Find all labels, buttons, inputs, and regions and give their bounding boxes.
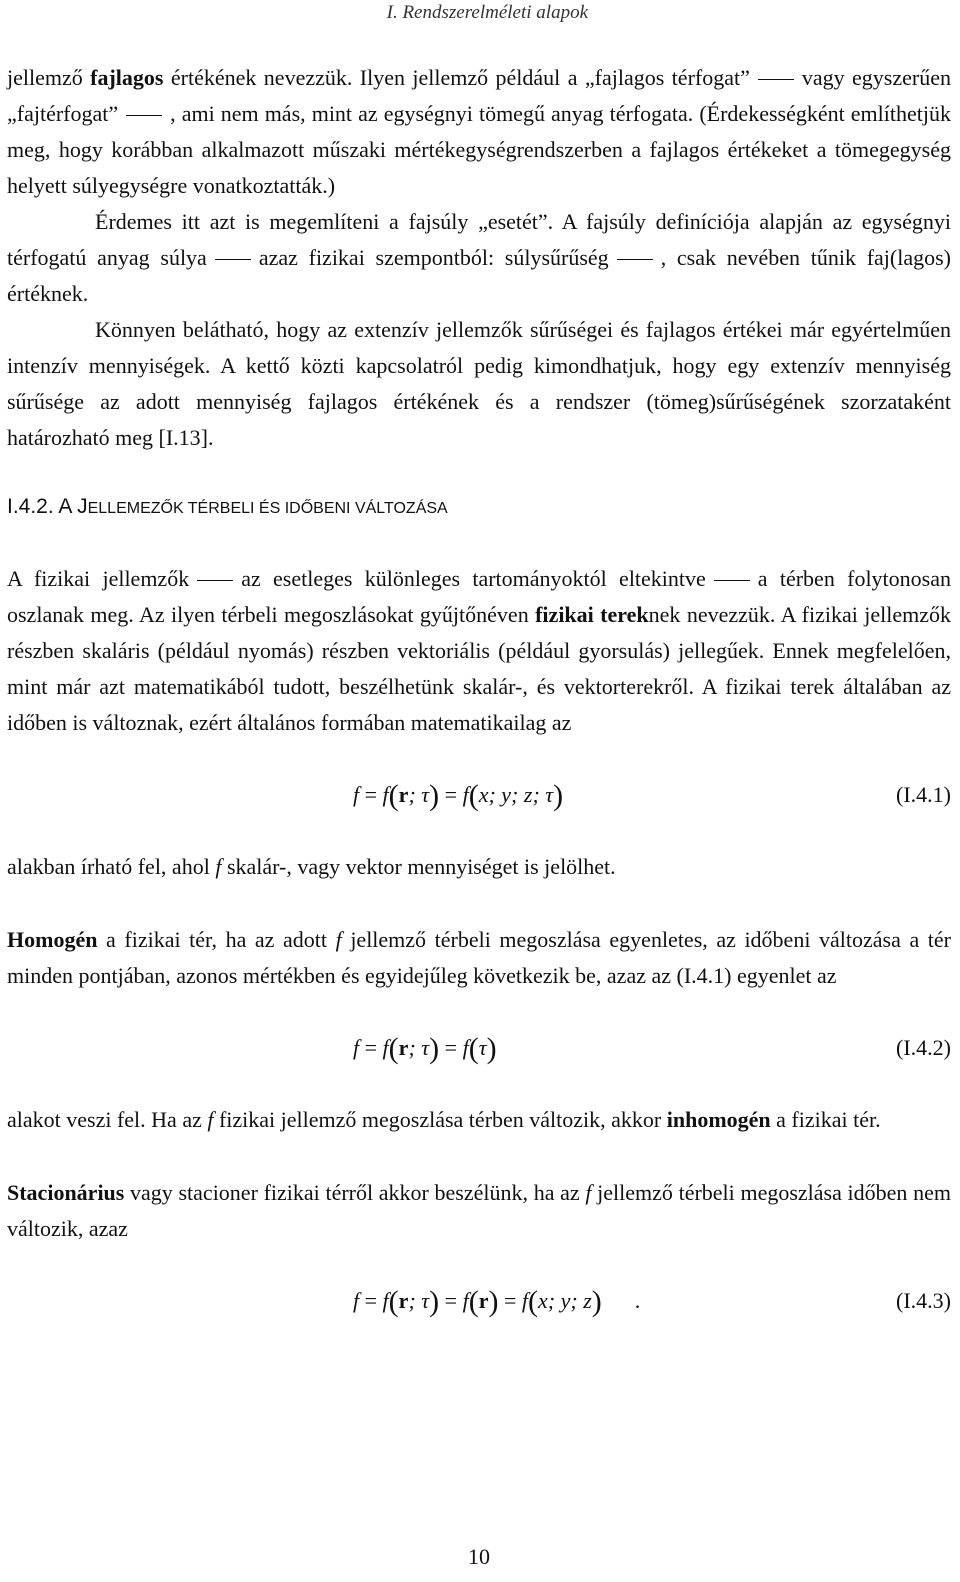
equation-I-4-1 xyxy=(7,775,951,815)
equation-formula: f = f(r; τ) = f(τ) xyxy=(353,1032,497,1065)
paragraph-alakban: alakban írható fel, ahol f skalár-, vagy vektor mennyiséget is jelölhet. xyxy=(7,854,616,879)
paragraph-fajsuly: Érdemes itt azt is megemlíteni a fajsúly „esetét”. A fajsúly definíciója alapján az egységnyi térfogatú anyag súlya azaz fizikai szempontból: súlysűrűség , csak nevében tűnik faj(lagos) értéknek. xyxy=(7,209,951,306)
term-homogen: Homogén xyxy=(7,927,98,952)
section-heading: I.4.2. A JELLEMEZŐK TÉRBELI ÉS IDŐBENI VÁLTOZÁSA xyxy=(7,495,448,518)
equation-formula: f = f(r; τ) = f(r) = f(x; y; z) . xyxy=(353,1285,641,1318)
equation-formula: f = f(r; τ) = f(x; y; z; τ) xyxy=(353,779,564,812)
paragraph-inhomogen: alakot veszi fel. Ha az f fizikai jellemző megoszlása térben változik, akkor inhomogén a fizikai tér. xyxy=(7,1107,881,1132)
paragraph-fizikai-terek: A fizikai jellemzők az esetleges különleges tartományoktól eltekintve a térben folytonosan oszlanak meg. Az ilyen térbeli megoszlásokat gyűjtőnéven fizikai tereknek nevezzük. A fizikai jellemzők részben skaláris (például nyomás) részben vektoriális (például gyorsulás) jellegűek. Ennek megfelelően, mint már azt matematikából tudott, beszélhetünk skalár-, és vektorterekről. A fizikai terek általában az időben is változnak, ezért általános formában matematikailag az xyxy=(7,566,951,735)
em-dash xyxy=(758,79,794,80)
em-dash xyxy=(617,259,653,260)
em-dash xyxy=(714,580,750,581)
term-fizikai-terek: fizikai terek xyxy=(535,602,649,627)
equation-number: (I.4.3) xyxy=(896,1288,951,1313)
paragraph-homogen: Homogén a fizikai tér, ha az adott f jellemző térbeli megoszlása egyenletes, az időbeni változása a tér minden pontjában, azonos mértékben és egyidejűleg következik be, azaz az (I.4.1) egyenlet az xyxy=(7,927,951,988)
term-fajlagos: fajlagos xyxy=(90,65,164,90)
em-dash xyxy=(126,115,162,116)
term-inhomogen: inhomogén xyxy=(666,1107,771,1132)
equation-I-4-3 xyxy=(7,1281,951,1321)
page-body xyxy=(7,60,951,1321)
equation-number: (I.4.2) xyxy=(896,1035,951,1060)
em-dash xyxy=(215,259,251,260)
running-header: I. Rendszerelméleti alapok xyxy=(386,2,588,23)
equation-number: (I.4.1) xyxy=(896,782,951,807)
paragraph-stacionarius: Stacionárius vagy stacioner fizikai térről akkor beszélünk, ha az f jellemző térbeli megoszlása időben nem változik, azaz xyxy=(7,1180,951,1241)
em-dash xyxy=(197,580,233,581)
paragraph-fajlagos: jellemző fajlagos értékének nevezzük. Ilyen jellemző például a „fajlagos térfogat” vagy egyszerűen „fajtérfogat” , ami nem más, mint az egységnyi tömegű anyag térfogata. (Érdekességként említhetjük meg, hogy korábban alkalmazott műszaki mértékegységrendszerben a fajlagos értékeket a tömegegység helyett súlyegységre vonatkoztatták.) xyxy=(7,65,951,198)
term-stacionarius: Stacionárius xyxy=(7,1180,125,1205)
equation-I-4-2 xyxy=(7,1028,951,1068)
paragraph-extenziv: Könnyen belátható, hogy az extenzív jellemzők sűrűségei és fajlagos értékei már egyértelműen intenzív mennyiségek. A kettő közti kapcsolatról pedig kimondhatjuk, hogy egy extenzív mennyiség sűrűsége az adott mennyiség fajlagos értékének és a rendszer (tömeg)sűrűségének szorzataként határozható meg [I.13]. xyxy=(7,317,951,450)
page-number: 10 xyxy=(468,1544,490,1569)
